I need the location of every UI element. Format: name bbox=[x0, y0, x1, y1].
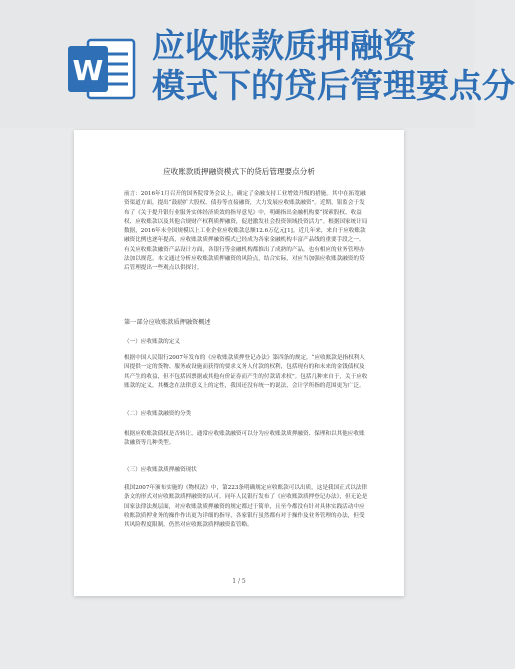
document-page bbox=[74, 130, 404, 596]
banner-title bbox=[152, 26, 515, 106]
banner-title-line-1: 应收账款质押融资 bbox=[152, 26, 416, 65]
preface-paragraph: 前言：2016年1月召开的国务院常务会议上，确定了金融支持工业增效升级的措施。其中在拓宽融资渠道方面，提出“鼓励扩大股权、债券等直接融资，大力发展应收账款融资”。近期，银监会于发布了《关于提升银行业服务实体经济质效的指导意见》中，明确指出金融机构要“探索股权、收益权、应收账款以及其他合规财产权利质押融资，促进激发社会投资领域投资活力”。根据国家统计局数据，2016年末全国规模以上工业企业应收账款总额12.6万亿元[1]。近几年来，来自于应收账款融资比例也逐年提高，应收账款质押融资模式已经成为各家金融机构丰富产品线的重要手段之一。有关应收账款融资产品设计方面，各银行等金融机构都推出了成熟的产品，也有相应的业务管理办法加以规范。本文通过分析应收账款质押融资的风险点，结合实际，对应当加强应收账款融资的贷后管理提出一些观点以供探讨。 bbox=[124, 191, 368, 272]
document-title: 应收账款质押融资模式下的贷后管理要点分析 bbox=[163, 167, 315, 176]
section-1-heading: 第一部分应收账款质押融资概述 bbox=[124, 319, 211, 326]
subsection-3-heading: （三）应收账款质押融资现状 bbox=[124, 467, 197, 473]
subsection-3-body: 我国2007年颁布实施的《物权法》中，第223条明确规定应收账款可以出质，这是我国正式以法律条文的形式对应收账款质押融资的认可。同年人民银行发布了《应收账款质押登记办法》，但无论是国家法律法规层面，对应收账款质押融资的规定都过于简单，且至今都没有针对具体实践活动中应收账款质押业务的操作作出更为详细的指导，各家银行虽然都有对于操作及业务管理的办法，但受其风险程度限制，仍然对应收账款质押融资监管略。 bbox=[124, 485, 368, 529]
subsection-2-heading: （二）应收账款融资的分类 bbox=[124, 411, 192, 417]
subsection-1-heading: （一）应收账款的定义 bbox=[124, 339, 180, 345]
subsection-2-body: 根据应收账款债权是否转让，通常应收账款融资可以分为应收账款质押融资、保理和以其他应收账款融资等几种类型。 bbox=[124, 431, 365, 447]
word-icon-letter: W bbox=[72, 54, 104, 87]
word-icon bbox=[66, 36, 138, 102]
page-number: 1 / 5 bbox=[232, 578, 246, 585]
banner-title-line-2: 模式下的贷后管理要点分 bbox=[152, 66, 515, 105]
subsection-1-body: 根据中国人民银行2007年发布的《应收账款质押登记办法》第四条的规定，“应收账款是指权利人因提供一定的货物、服务或设施而获得的要求义务人付款的权利，包括现有的和未来的金钱债权及其产生的收益，但不包括因票据或其他有价证券而产生的付款请求权”。包括几种来自于，关于应收账款的定义，其概念在法律意义上的定性，我国还没有统一的说法，会计学所指的范围更为广泛。 bbox=[124, 355, 368, 389]
top-banner bbox=[0, 0, 515, 128]
